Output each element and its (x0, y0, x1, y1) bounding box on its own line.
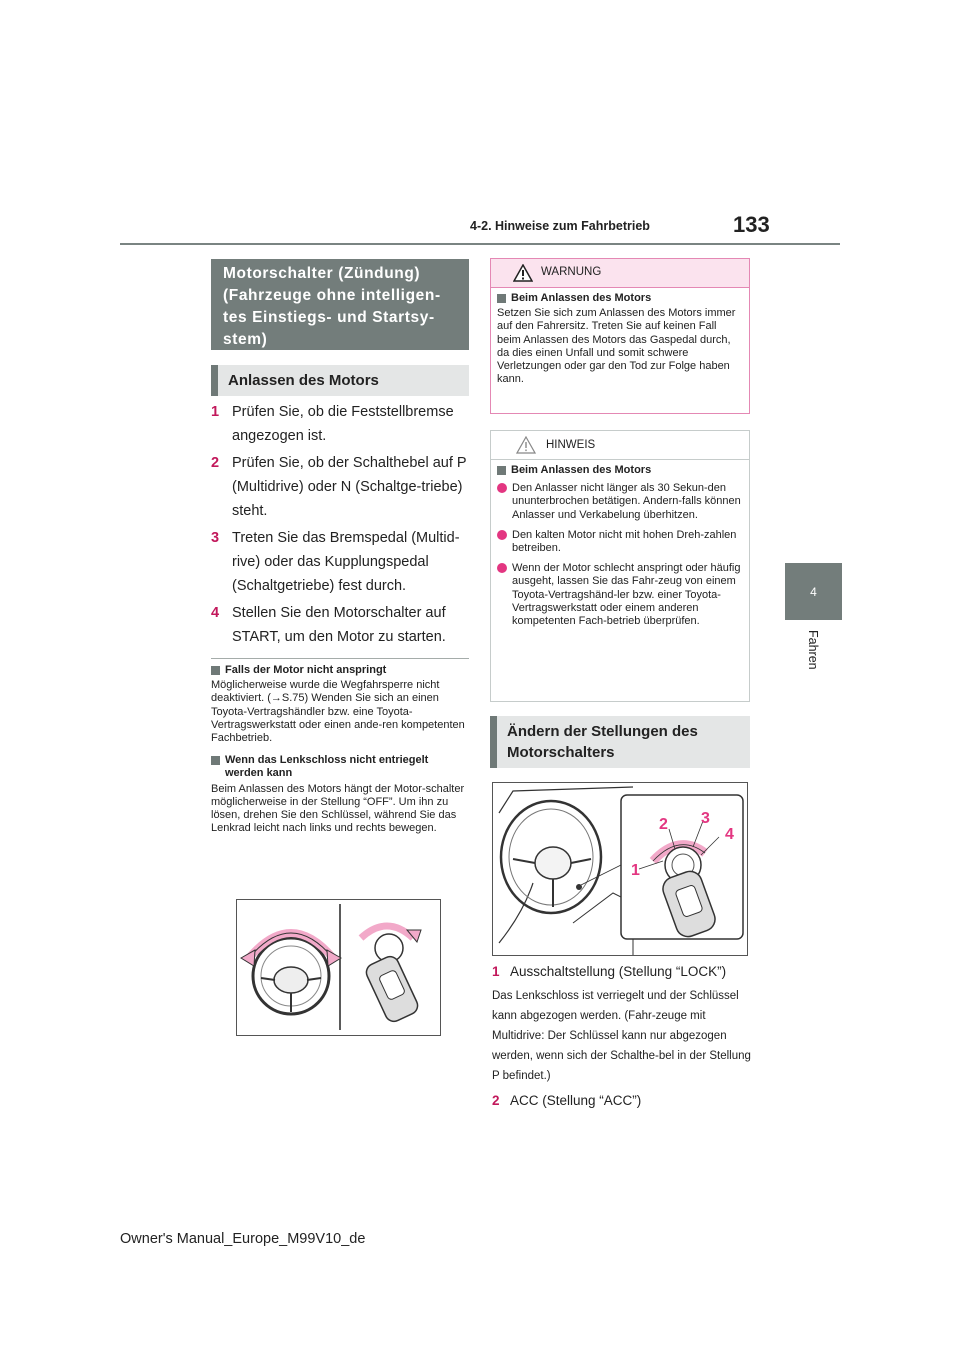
steering-wheel-key-icon (237, 900, 440, 1035)
position-number: 2 (492, 1093, 500, 1108)
step-number: 4 (211, 605, 220, 621)
step (211, 601, 471, 649)
hint-bullet (497, 529, 743, 555)
step-text: Treten Sie das Bremspedal (Multid-rive) oder das Kupplungspedal (Schaltgetriebe) fest durch. (232, 530, 460, 594)
square-bullet-icon (497, 294, 506, 303)
position-number: 1 (492, 964, 500, 979)
figure-label-1: 1 (631, 862, 640, 879)
hint-bullet (497, 562, 743, 628)
step-number: 3 (211, 530, 220, 546)
ignition-illustration (492, 782, 748, 956)
note-text: Möglicherweise wurde die Wegfahrsperre nicht deaktiviert. (→S.75) Wenden Sie sich an einen Toyota-Vertragshändler bzw. eine Toyota-Vertragswerkstatt oder einen ande-ren kompetenten Fachbetrieb. (211, 679, 465, 745)
square-bullet-icon (211, 756, 220, 765)
warning-body (491, 288, 749, 390)
subtitle-starting: Anlassen des Motors (211, 365, 469, 396)
caution-triangle-icon (516, 436, 536, 454)
warning-label: WARNUNG (541, 266, 602, 278)
footer-text: Owner's Manual_Europe_M99V10_de (120, 1231, 366, 1247)
header-rule (120, 243, 840, 245)
main-title: Motorschalter (Zündung) (Fahrzeuge ohne intelligen-tes Einstiegs- und Startsy-stem) (211, 259, 469, 350)
hint-bullet-text: Wenn der Motor schlecht anspringt oder häufig ausgeht, lassen Sie das Fahr-zeug von einem Toyota-Vertragshänd-ler bzw. einer Toyota-Vertragswerkstatt oder einem anderen kompetenten Fach-betrieb überprüfen. (512, 562, 741, 628)
note-heading (211, 664, 469, 677)
hint-bullet-text: Den kalten Motor nicht mit hohen Dreh-zahlen betreiben. (512, 528, 737, 555)
position-item (492, 1091, 754, 1111)
note-heading-text: Falls der Motor nicht anspringt (225, 664, 387, 676)
round-bullet-icon (497, 483, 507, 493)
steering-key-illustration (236, 899, 441, 1036)
hint-bullet-text: Den Anlasser nicht länger als 30 Sekun-den ununterbrochen betätigen. Andern-falls können Anlasser und Verkabelung überhitzen. (512, 482, 741, 521)
step-text: Prüfen Sie, ob die Feststellbremse angezogen ist. (232, 404, 454, 444)
note-heading (211, 754, 469, 780)
page-number: 133 (733, 212, 770, 237)
warning-triangle-icon (513, 264, 533, 282)
square-bullet-icon (211, 666, 220, 675)
dashboard-ignition-icon (493, 783, 747, 955)
hint-bullet (497, 482, 743, 522)
step (211, 526, 471, 598)
round-bullet-icon (497, 530, 507, 540)
section-header: 4-2. Hinweise zum Fahrbetrieb (470, 219, 650, 233)
figure-label-4: 4 (725, 826, 734, 843)
note-heading-text: Wenn das Lenkschloss nicht entriegelt werden kann (225, 754, 429, 780)
position-item (492, 962, 754, 982)
hint-heading (497, 464, 743, 477)
note-text: Beim Anlassen des Motors hängt der Motor-schalter möglicherweise in der Stellung “OFF”. Um ihn zu lösen, drehen Sie den Schlüssel, während Sie das Lenkrad leicht nach links und rechts bewegen. (211, 782, 465, 835)
position-description: Das Lenkschloss ist verriegelt und der Schlüssel kann abgezogen werden. (Fahr-zeuge mit Multidrive: Der Schlüssel kann nur abgezogen werden, wenn sich der Schalthe-bel in der Stellung P befindet.) (492, 990, 751, 1082)
round-bullet-icon (497, 563, 507, 573)
hint-body (491, 460, 749, 639)
hint-box (490, 430, 750, 702)
hint-label: HINWEIS (546, 439, 596, 451)
divider (211, 658, 469, 659)
warning-box (490, 258, 750, 414)
step-text: Prüfen Sie, ob der Schalthebel auf P (Multidrive) oder N (Schaltge-triebe) steht. (232, 455, 467, 519)
hint-heading-text: Beim Anlassen des Motors (511, 464, 652, 476)
step-number: 1 (211, 404, 220, 420)
warning-header (491, 259, 749, 288)
warning-heading-text: Beim Anlassen des Motors (511, 292, 652, 304)
subtitle-positions: Ändern der Stellungen des Motorschalters (490, 716, 750, 768)
step (211, 400, 471, 448)
position-title: Ausschaltstellung (Stellung “LOCK”) (510, 964, 727, 979)
chapter-tab: 4 (785, 563, 842, 620)
step (211, 451, 471, 523)
hint-header (491, 431, 749, 460)
step-number: 2 (211, 455, 220, 471)
warning-heading (497, 292, 743, 305)
figure-label-2: 2 (659, 816, 668, 833)
steps-list (211, 400, 471, 652)
position-title: ACC (Stellung “ACC”) (510, 1093, 642, 1108)
notes (211, 664, 469, 844)
step-text: Stellen Sie den Motorschalter auf START, um den Motor zu starten. (232, 605, 446, 645)
warning-text: Setzen Sie sich zum Anlassen des Motors immer auf den Fahrersitz. Treten Sie auf keinen Fall beim Anlassen des Motors das Gaspedal durch, da dies einen Unfall und somit schwere Verletzungen oder gar den Tod zur Folge haben kann. (497, 307, 736, 386)
position-list (492, 962, 754, 1111)
figure-label-3: 3 (701, 810, 710, 827)
square-bullet-icon (497, 466, 506, 475)
chapter-label: Fahren (806, 630, 820, 670)
